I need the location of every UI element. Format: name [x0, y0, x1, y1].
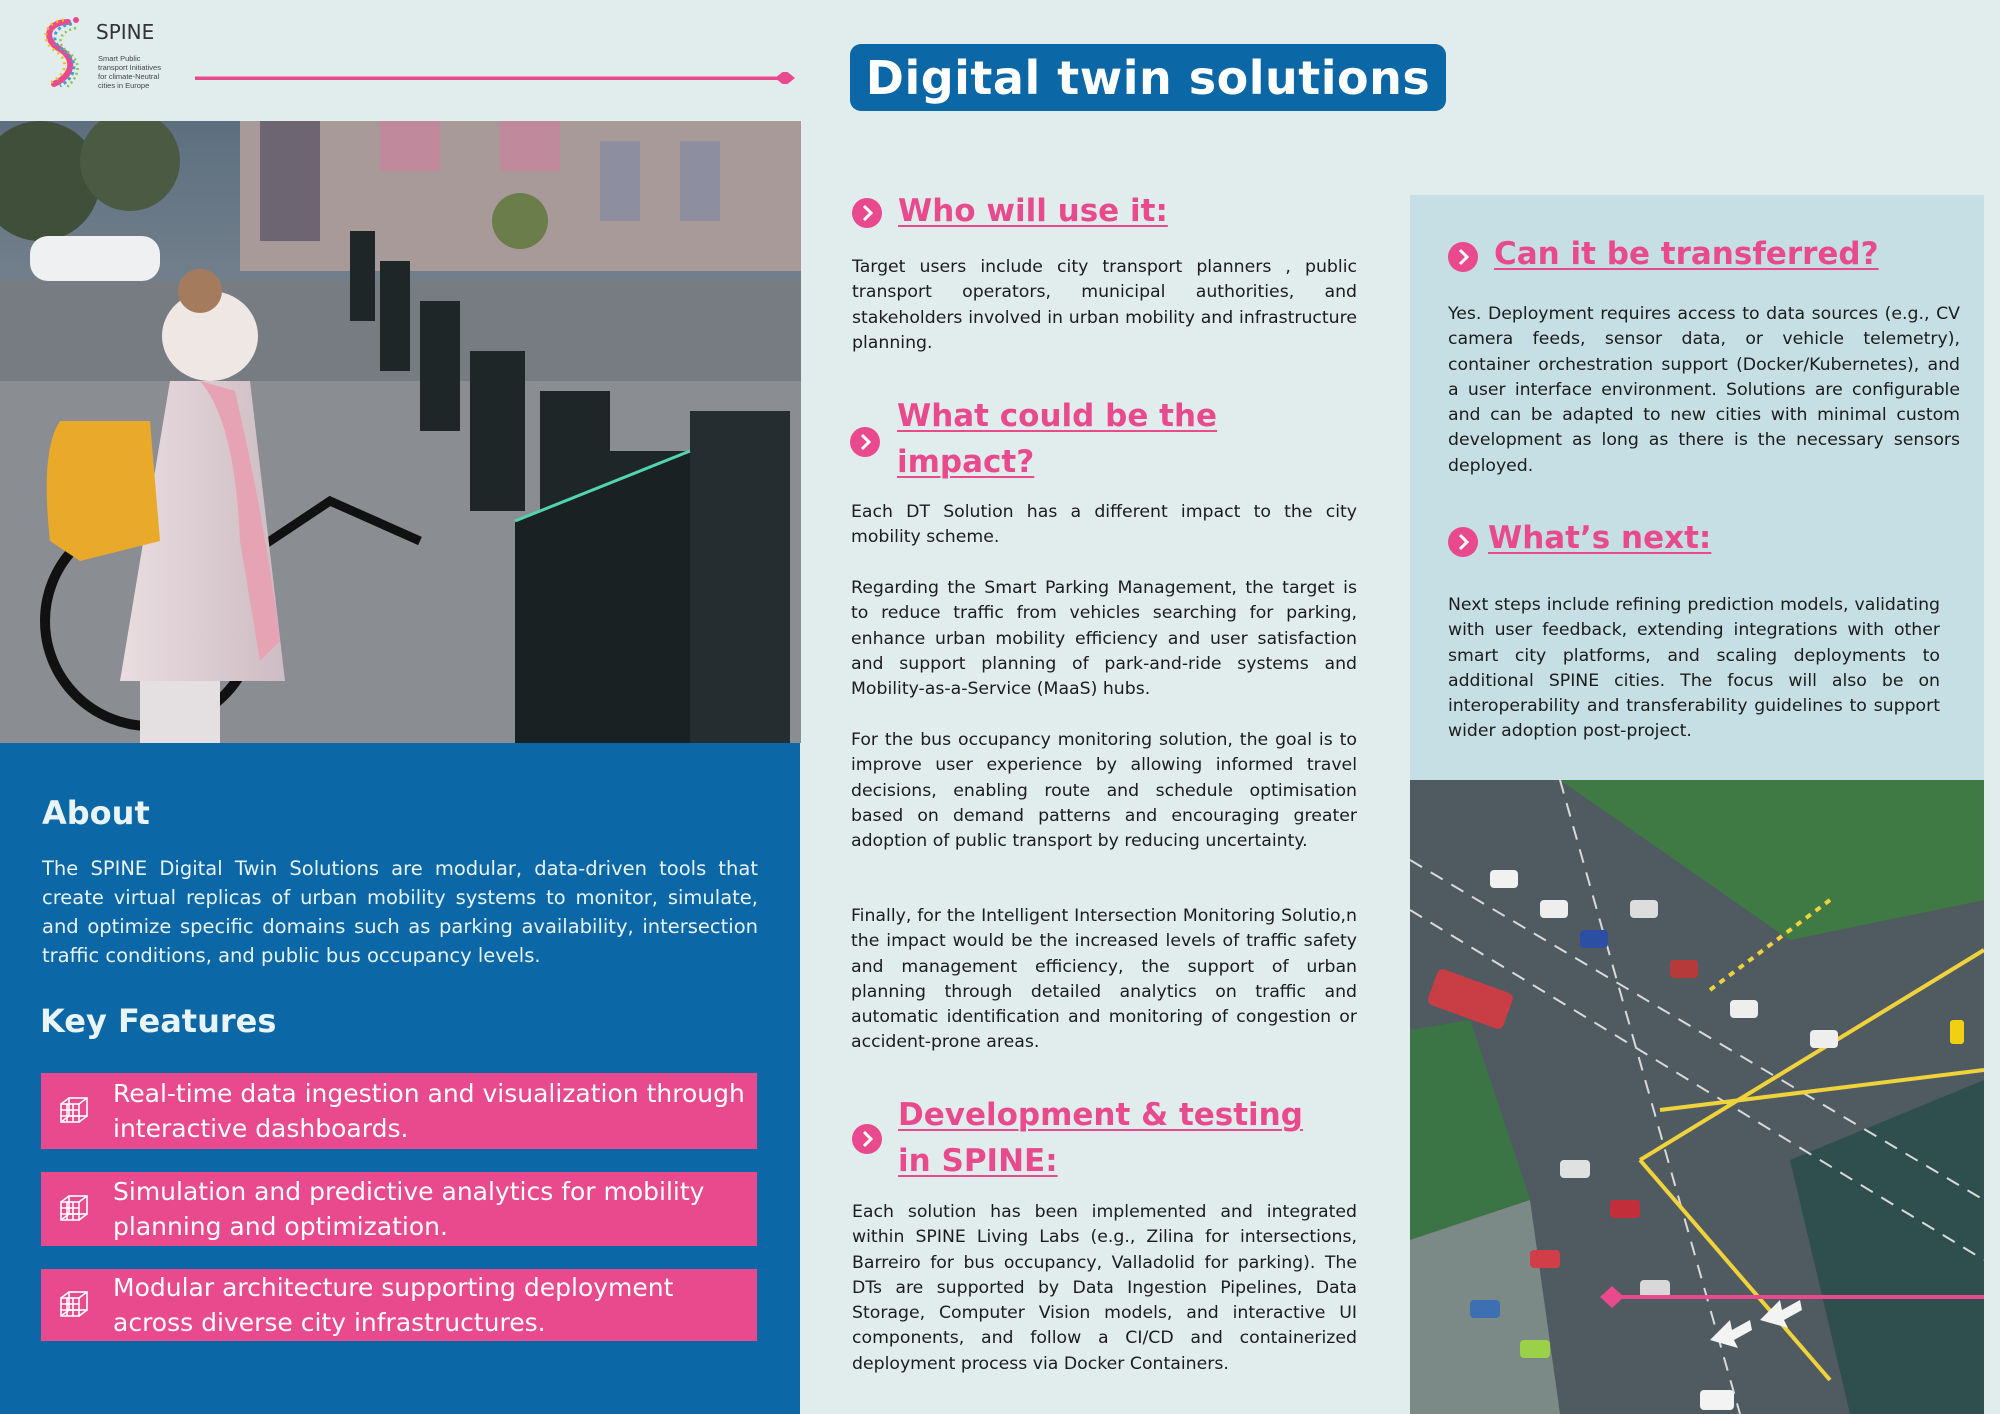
section-title-transfer: Can it be transferred? [1494, 236, 1879, 272]
spine-logo-mark [36, 14, 86, 94]
chevron-right-icon [1448, 242, 1478, 272]
page-title: Digital twin solutions [865, 50, 1431, 105]
key-feature-item [41, 1269, 757, 1341]
section-text-next: Next steps include refining prediction models, validating with user feedback, extending integrations with other smart city platforms, and scaling deployments to additional SPINE cities. The focus will also be on interoperability and transferability guidelines to support wider adoption post-project. [1448, 595, 1940, 742]
section-text-dev: Each solution has been implemented and integrated within SPINE Living Labs (e.g., Zilina for intersections, Barreiro for bus occupancy, Valladolid for parking). The DTs are supported by Data Ingestion Pipelines, Data Storage, Computer Vision models, and interactive UI components, and follow a CI/CD and containerized deployment process via Docker Containers. [852, 1202, 1357, 1374]
section-title-impact: What could be the impact? [897, 398, 1218, 480]
chevron-right-icon [1448, 527, 1478, 557]
section-title-who: Who will use it: [898, 193, 1168, 229]
impact-paragraph: Regarding the Smart Parking Management, the target is to reduce traffic from vehicles searching for parking, enhance urban mobility efficiency and user satisfaction and support planning of park-and-ride systems and Mobility-as-a-Service (MaaS) hubs. [851, 578, 1357, 700]
about-text: The SPINE Digital Twin Solutions are modular, data-driven tools that create virtual replicas of urban mobility systems to monitor, simulate, and optimize specific domains such as parking availability, intersection traffic conditions, and public bus occupancy levels. [42, 857, 758, 967]
section-text-transfer: Yes. Deployment requires access to data sources (e.g., CV camera feeds, sensor data, or vehicle telemetry), container orchestration support (Docker/Kubernetes), and a user interface environment. Solutions are configurable and can be adapted to new cities with minimal custom development as long as there is the necessary sensors deployed. [1448, 304, 1960, 476]
spine-logo [36, 14, 196, 96]
logo-name: SPINE [96, 20, 155, 44]
logo-tagline: Smart Public transport Initiatives for climate-Neutral cities in Europe [98, 54, 161, 90]
key-feature-text: Real-time data ingestion and visualization through interactive dashboards. [113, 1079, 745, 1143]
key-feature-text: Simulation and predictive analytics for mobility planning and optimization. [113, 1177, 705, 1241]
impact-paragraph: Each DT Solution has a different impact to the city mobility scheme. [851, 502, 1357, 548]
section-title-dev: Development & testing in SPINE: [898, 1097, 1303, 1179]
chevron-right-icon [852, 1124, 882, 1154]
key-features-heading: Key Features [40, 1002, 277, 1040]
key-feature-text: Modular architecture supporting deployment across diverse city infrastructures. [113, 1273, 674, 1337]
cube-icon [41, 1269, 107, 1341]
about-heading: About [42, 794, 150, 832]
key-feature-item [41, 1073, 757, 1149]
chevron-right-icon [850, 427, 880, 457]
cube-icon [41, 1172, 107, 1246]
footer-arrow-line [1600, 1282, 1984, 1312]
section-text-who: Target users include city transport planners , public transport operators, municipal authorities, and stakeholders involved in urban mobility and infrastructure planning. [852, 257, 1357, 353]
impact-paragraph: For the bus occupancy monitoring solution, the goal is to improve user experience by allowing informed travel decisions, enabling route and schedule optimisation based on demand patterns and encouraging greater adoption of public transport by reducing uncertainty. [851, 730, 1357, 852]
title-banner [850, 44, 1446, 111]
chevron-right-icon [852, 198, 882, 228]
key-feature-item [41, 1172, 757, 1246]
cube-icon [41, 1073, 107, 1149]
impact-paragraph: Finally, for the Intelligent Intersection Monitoring Solutio,n the impact would be the increased levels of traffic safety and management efficiency, the support of urban planning through detailed analytics on traffic and automatic identification and monitoring of congestion or accident-prone areas. [851, 906, 1357, 1053]
section-title-next: What’s next: [1488, 520, 1712, 556]
header-arrow-line [195, 72, 795, 84]
traffic-intersection-photo [1410, 780, 1984, 1414]
bike-sharing-photo [0, 121, 801, 743]
